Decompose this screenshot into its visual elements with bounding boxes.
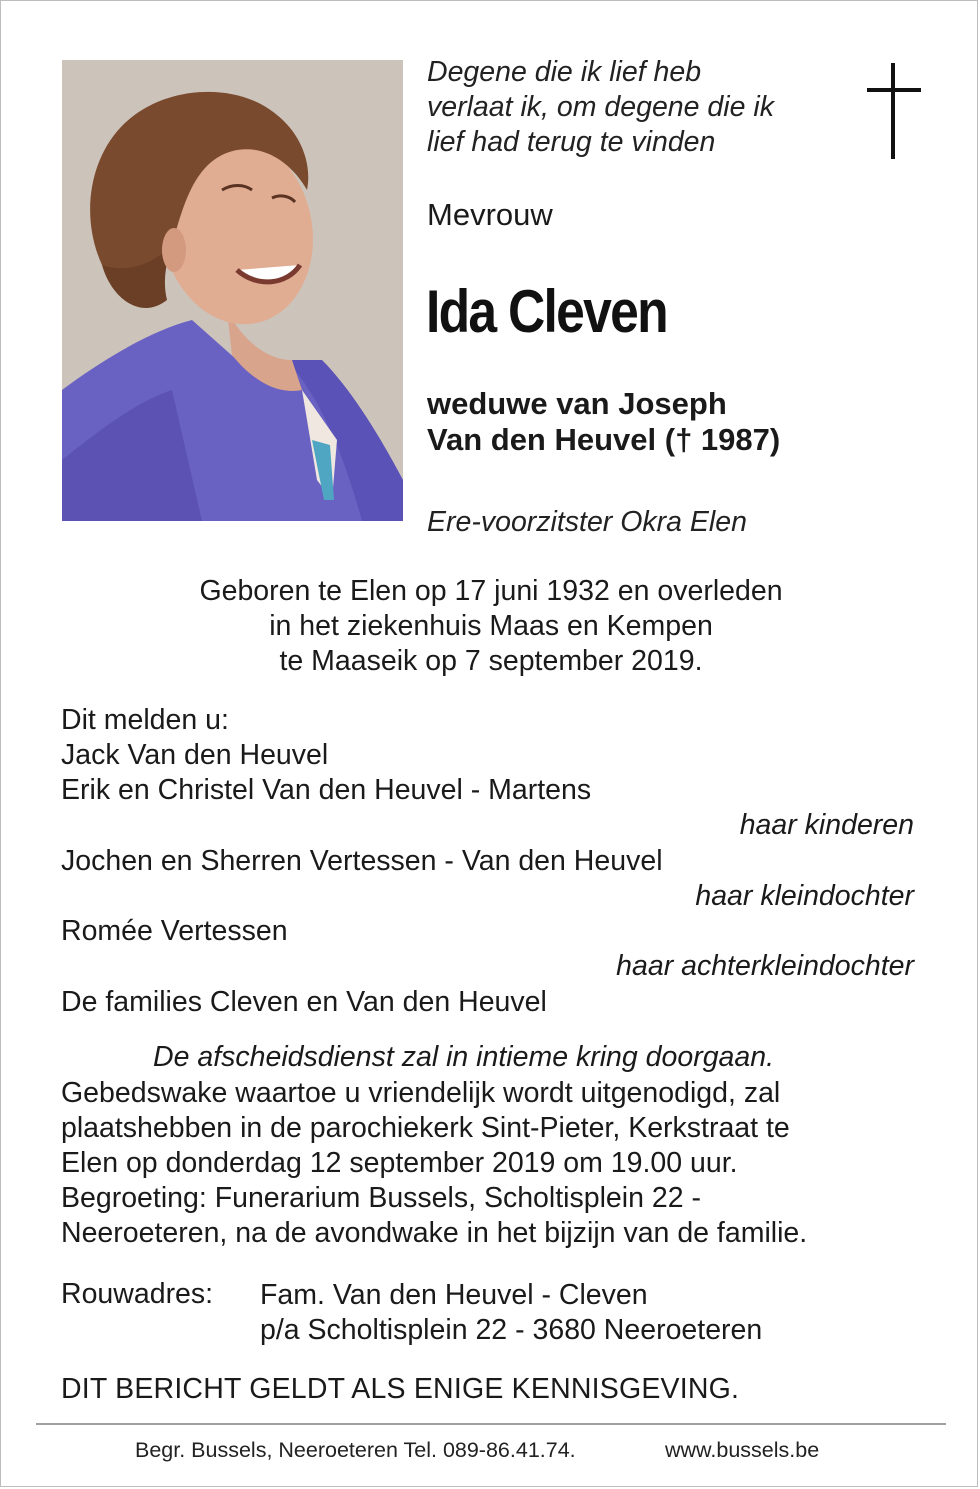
announcer-line: Romée Vertessen — [61, 915, 288, 947]
divider — [36, 1423, 946, 1425]
relation-label: haar kleindochter — [695, 880, 914, 912]
salutation: Mevrouw — [427, 197, 553, 232]
announcer-line: Jochen en Sherren Vertessen - Van den Heuvel — [61, 845, 663, 877]
service-intro: De afscheidsdienst zal in intieme kring doorgaan. — [153, 1041, 775, 1073]
announcer-line: Jack Van den Heuvel — [61, 739, 329, 771]
relation-label: haar kinderen — [739, 809, 914, 841]
honorary-role: Ere-voorzitster Okra Elen — [427, 506, 747, 538]
relation-label: haar achterkleindochter — [616, 950, 914, 982]
birth-death-info: Geboren te Elen op 17 juni 1932 en overleden in het ziekenhuis Maas en Kempen te Maaseik op 7 september 2019. — [199, 575, 783, 677]
announcer-line: De families Cleven en Van den Heuvel — [61, 986, 547, 1018]
portrait-photo — [62, 60, 403, 521]
service-details: Gebedswake waartoe u vriendelijk wordt uitgenodigd, zal plaatshebben in de parochiekerk Sint-Pieter, Kerkstraat te Elen op donderdag 12 september 2019 om 19.00 uur. Begroeting: Funerarium Bussels, Scholtisplein 22 - Neeroeteren, na de avondwake in het bijzijn van de familie. — [61, 1077, 808, 1249]
official-notice: DIT BERICHT GELDT ALS ENIGE KENNISGEVING. — [61, 1373, 740, 1405]
funeral-home-contact: Begr. Bussels, Neeroeteren Tel. 089-86.41.74. — [135, 1438, 576, 1462]
deceased-name: Ida Cleven — [426, 278, 667, 345]
cross-icon — [863, 63, 925, 159]
mourning-address: Fam. Van den Heuvel - Cleven p/a Scholtisplein 22 - 3680 Neeroeteren — [260, 1279, 763, 1346]
announcers-intro: Dit melden u: — [61, 704, 229, 736]
announcer-line: Erik en Christel Van den Heuvel - Martens — [61, 774, 592, 806]
address-label: Rouwadres: — [61, 1278, 214, 1310]
spouse-info: weduwe van Joseph Van den Heuvel († 1987) — [427, 386, 781, 457]
memorial-quote: Degene die ik lief heb verlaat ik, om degene die ik lief had terug te vinden — [427, 56, 774, 158]
funeral-home-website[interactable]: www.bussels.be — [665, 1438, 820, 1462]
